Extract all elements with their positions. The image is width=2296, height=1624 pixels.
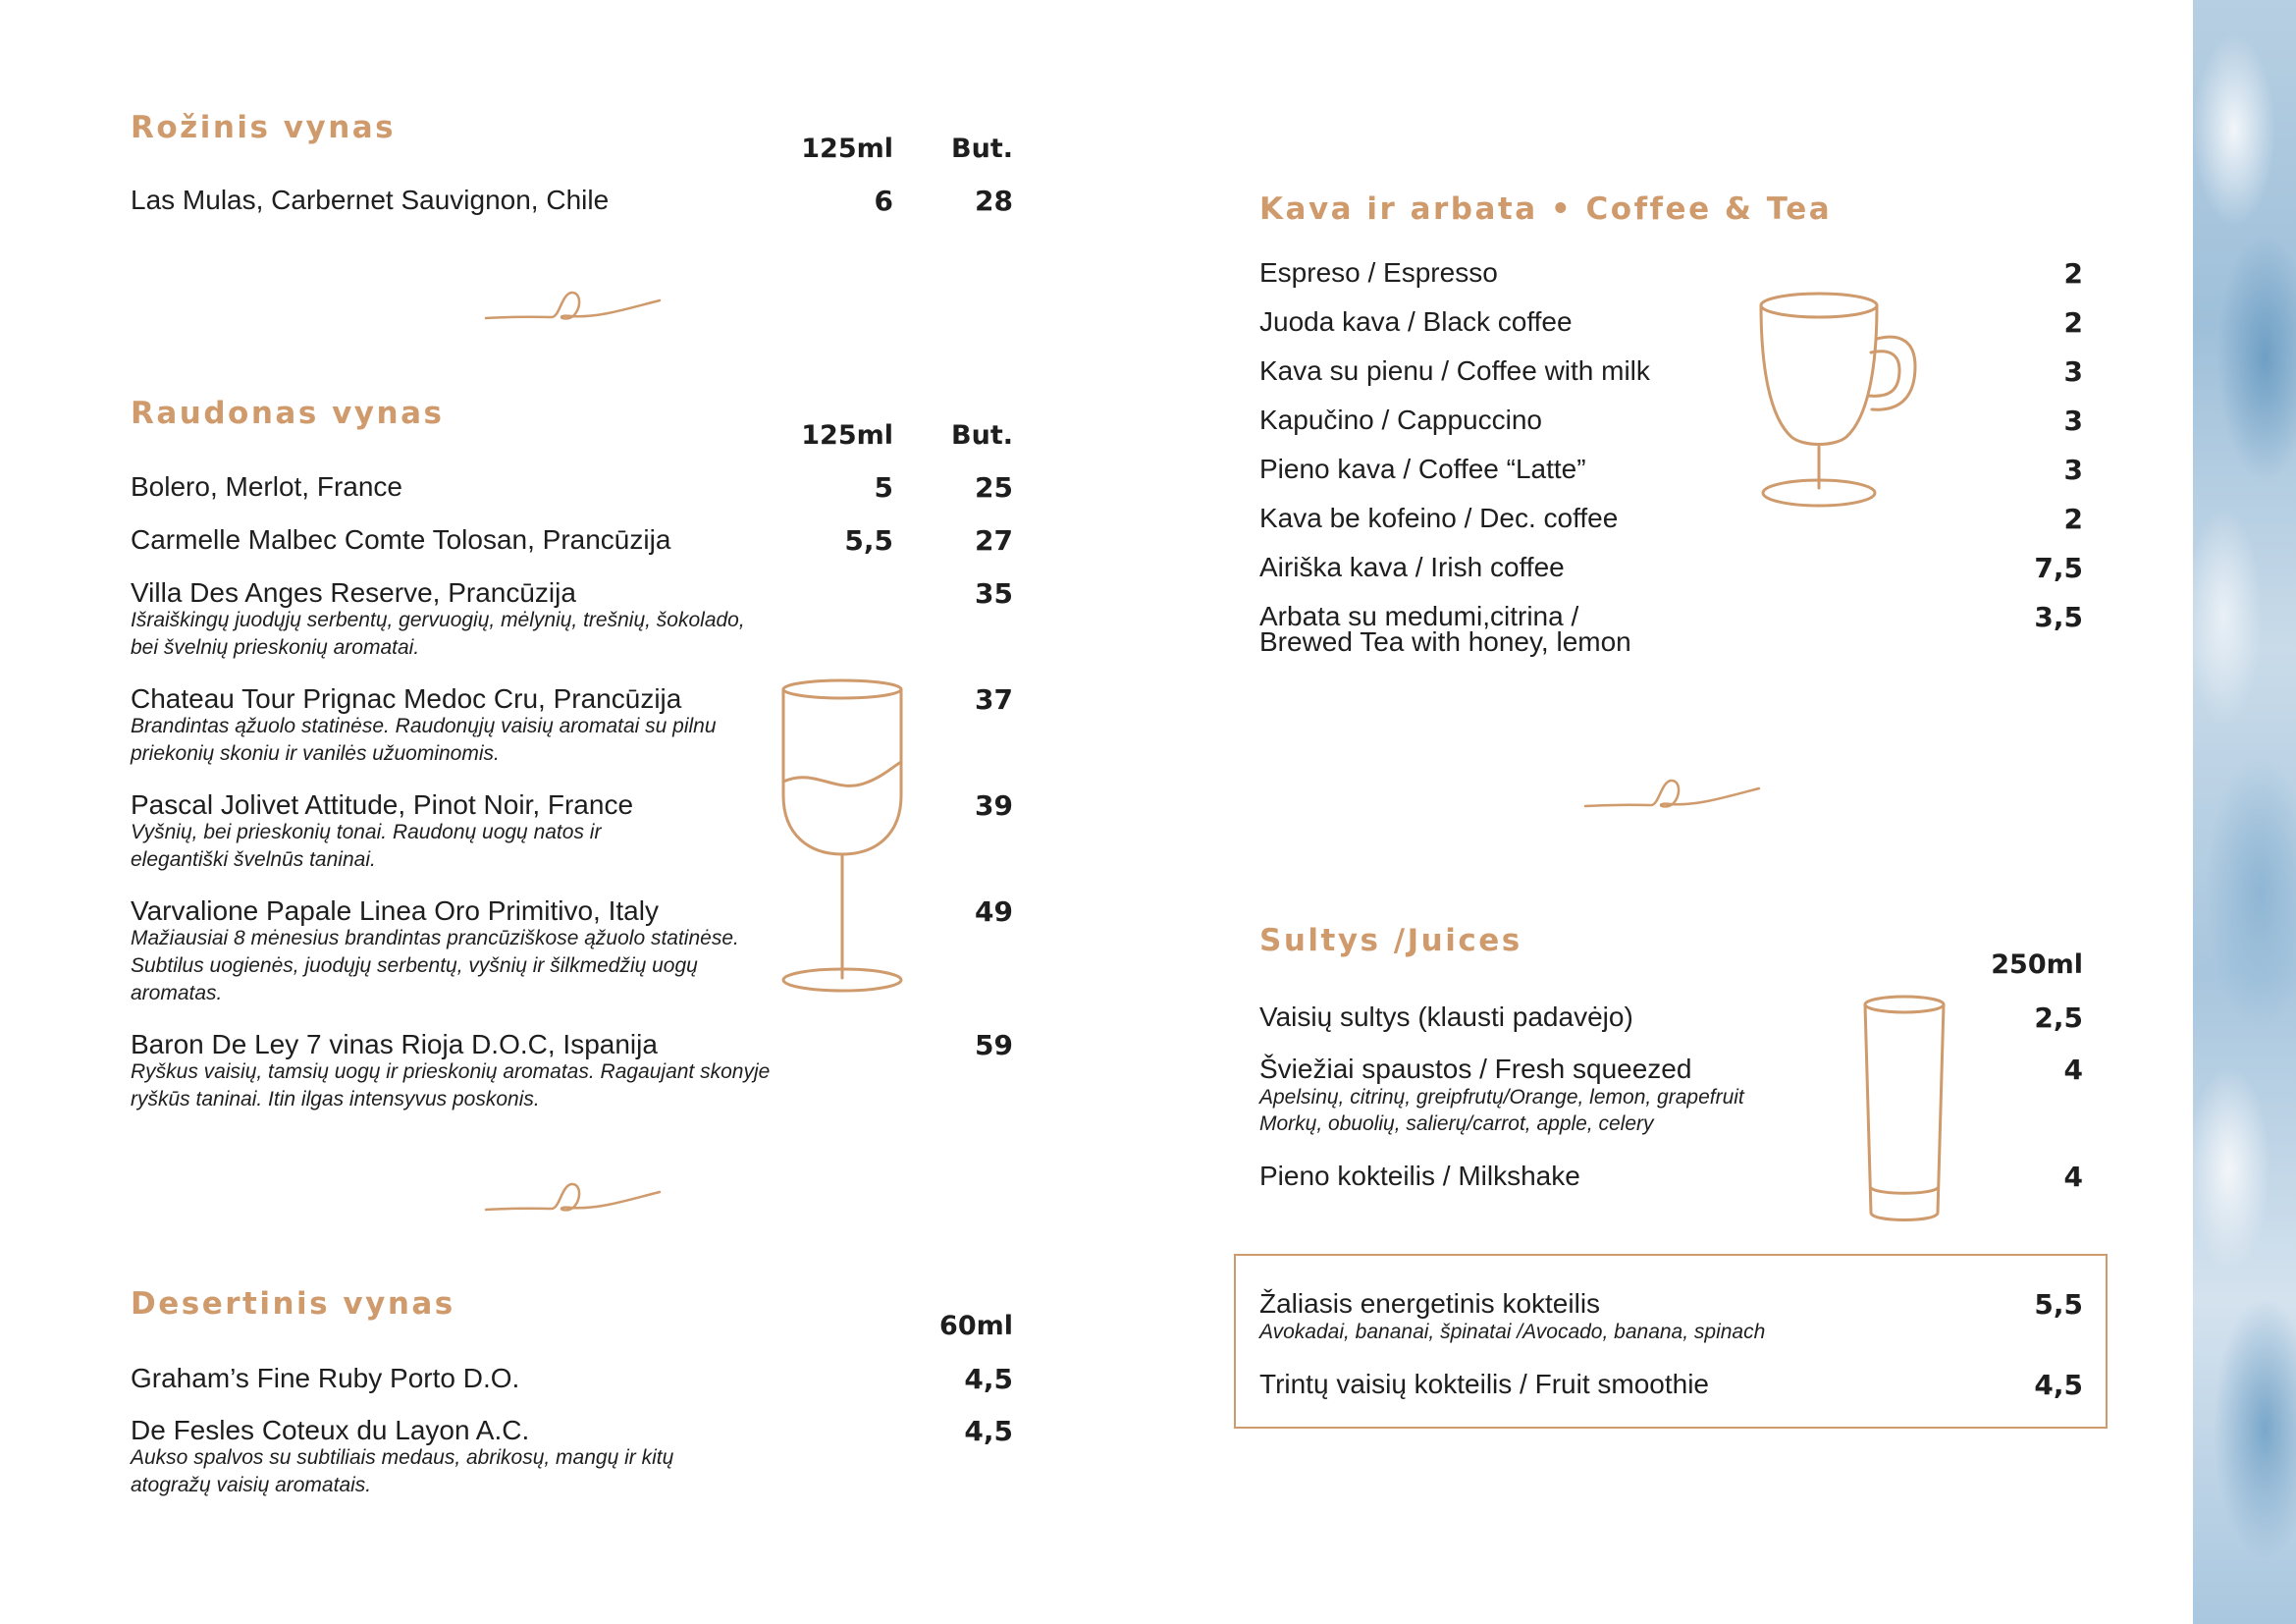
coffee-item-price: 2 [2063,306,2083,339]
dessert-section-title: Desertinis vynas [131,1286,455,1322]
coffee-item-price: 2 [2063,503,2083,535]
juice-item-name: Šviežiai spaustos / Fresh squeezed [1259,1054,1692,1084]
coffee-item-price: 3 [2063,405,2083,437]
red-item-name: Villa Des Anges Reserve, Prancūzija [131,577,576,608]
red-item-description: Išraiškingų juodųjų serbentų, gervuogių, mėlynių, trešnių, šokolado, bei švelnių prieskonių aromatai. [131,609,745,659]
red-item-bottle-price: 49 [975,895,1013,928]
dessert-item-price: 4,5 [964,1363,1013,1395]
juice-item-price: 4 [2063,1054,2083,1086]
swirl-divider-icon [481,1174,667,1223]
red-item-bottle-price: 35 [975,577,1013,610]
juices-col-250ml: 250ml [1991,949,2083,980]
coffee-item-price: 3 [2063,454,2083,486]
coffee-mug-icon [1752,290,1929,515]
juice-item-description: Apelsinų, citrinų, greipfrutų/Orange, lemon, grapefruit [1259,1086,1744,1109]
juice-item-name: Vaisių sultys (klausti padavėjo) [1259,1001,1633,1032]
juices-section-title: Sultys /Juices [1259,923,1522,958]
coffee-item-price: 3 [2063,355,2083,388]
red-item-description: Ryškus vaisių, tamsių uogų ir prieskonių aromatas. Ragaujant skonyje ryškūs taninai. Itin ilgas intensyvus poskonis. [131,1060,771,1110]
dessert-item-name: Graham’s Fine Ruby Porto D.O. [131,1363,520,1393]
rose-item-bottle-price: 28 [975,185,1013,217]
rose-item-name: Las Mulas, Carbernet Sauvignon, Chile [131,185,610,215]
coffee-item-name: Kapučino / Cappuccino [1259,405,1542,435]
coffee-item-name: Espreso / Espresso [1259,257,1498,288]
red-item-bottle-price: 37 [975,683,1013,716]
red-item-name: Pascal Jolivet Attitude, Pinot Noir, France [131,789,634,820]
juice-item-description: Morkų, obuolių, salierų/carrot, apple, celery [1259,1112,1654,1135]
coffee-item-price: 3,5 [2034,601,2083,633]
red-item-description: Brandintas ąžuolo statinėse. Raudonųjų vaisių aromatai su pilnu priekonių skoniu ir vanilės užuominomis. [131,715,717,765]
rose-section-title: Rožinis vynas [131,110,397,145]
red-item-name: Bolero, Merlot, France [131,471,402,502]
red-item-glass-price: 5 [874,471,893,504]
coffee-item-price: 7,5 [2034,552,2083,584]
cocktail-item-price: 5,5 [2034,1288,2083,1321]
dessert-item-price: 4,5 [964,1415,1013,1447]
coffee-section-title: Kava ir arbata • Coffee & Tea [1259,191,1833,227]
highball-glass-icon [1855,987,1953,1232]
cocktail-item-name: Žaliasis energetinis kokteilis [1259,1288,1601,1319]
red-item-bottle-price: 59 [975,1029,1013,1061]
red-col-125ml: 125ml [801,420,893,451]
red-item-bottle-price: 25 [975,471,1013,504]
red-item-bottle-price: 27 [975,524,1013,557]
red-item-name: Varvalione Papale Linea Oro Primitivo, Italy [131,895,659,926]
red-item-glass-price: 5,5 [844,524,893,557]
wine-glass-icon [775,677,913,1001]
swirl-divider-icon [1580,771,1767,820]
red-item-name: Chateau Tour Prignac Medoc Cru, Prancūzija [131,683,682,714]
coffee-item-name: Juoda kava / Black coffee [1259,306,1573,337]
red-item-name: Baron De Ley 7 vinas Rioja D.O.C, Ispanija [131,1029,658,1059]
cocktail-item-price: 4,5 [2034,1369,2083,1401]
dessert-col-60ml: 60ml [939,1311,1013,1341]
dessert-item-name: De Fesles Coteux du Layon A.C. [131,1415,530,1445]
juice-item-price: 2,5 [2034,1001,2083,1034]
coffee-item-name-en: Brewed Tea with honey, lemon [1259,626,1631,657]
cocktail-item-name: Trintų vaisių kokteilis / Fruit smoothie [1259,1369,1709,1399]
red-col-bottle: But. [951,420,1013,451]
rose-col-bottle: But. [951,134,1013,164]
rose-col-125ml: 125ml [801,134,893,164]
red-item-bottle-price: 39 [975,789,1013,822]
juice-item-price: 4 [2063,1161,2083,1193]
coffee-item-name: Pieno kava / Coffee “Latte” [1259,454,1586,484]
red-item-name: Carmelle Malbec Comte Tolosan, Prancūzija [131,524,671,555]
rose-item-glass-price: 6 [874,185,893,217]
coffee-item-price: 2 [2063,257,2083,290]
coffee-item-name: Kava su pienu / Coffee with milk [1259,355,1650,386]
red-item-description: Mažiausiai 8 mėnesius brandintas prancūziškose ąžuolo statinėse. Subtilus uogienės, juodųjų serbentų, vyšnių ir šilkmedžių uogų aromatas. [131,927,739,1004]
coffee-item-name: Kava be kofeino / Dec. coffee [1259,503,1619,533]
dessert-item-description: Aukso spalvos su subtiliais medaus, abrikosų, mangų ir kitų atogražų vaisių aromatais. [131,1446,674,1496]
red-item-description: Vyšnių, bei prieskonių tonai. Raudonų uogų natos ir elegantiški švelnūs taninai. [131,821,602,871]
coffee-item-name: Airiška kava / Irish coffee [1259,552,1565,582]
coffee-item-name: Arbata su medumi,citrina / [1259,601,1579,631]
cocktail-item-description: Avokadai, bananai, špinatai /Avocado, banana, spinach [1259,1321,1766,1343]
juice-item-name: Pieno kokteilis / Milkshake [1259,1161,1580,1191]
swirl-divider-icon [481,283,667,332]
red-section-title: Raudonas vynas [131,396,445,431]
marble-background-strip [2193,0,2296,1624]
